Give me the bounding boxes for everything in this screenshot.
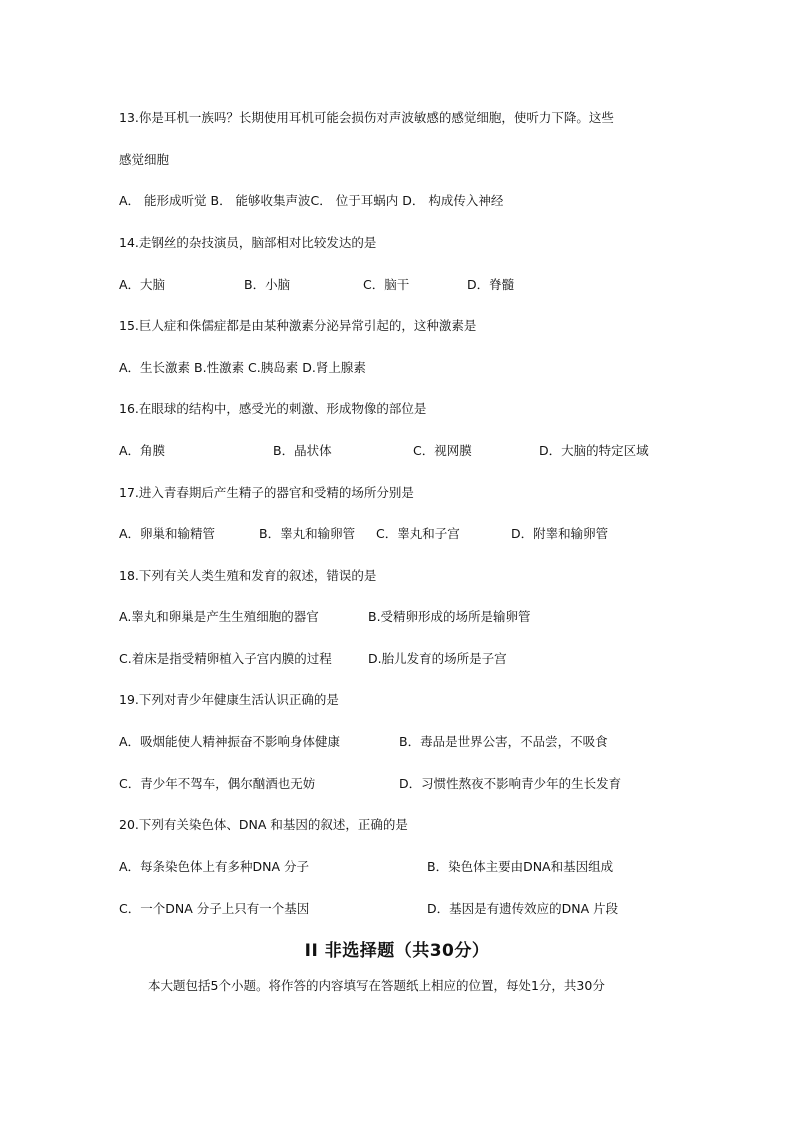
q20-option-c: C．一个DNA 分子上只有一个基因	[119, 901, 310, 916]
q14-option-a: A．大脑	[119, 277, 166, 292]
q17-stem: 17.进入青春期后产生精子的器官和受精的场所分别是	[119, 485, 414, 500]
q14-option-b: B．小脑	[244, 277, 291, 292]
q19-option-c: C．青少年不驾车，偶尔酗酒也无妨	[119, 776, 316, 791]
q19-stem: 19.下列对青少年健康生活认识正确的是	[119, 692, 339, 707]
q14-stem: 14.走钢丝的杂技演员，脑部相对比较发达的是	[119, 235, 377, 250]
q16-option-a: A．角膜	[119, 443, 166, 458]
q14-option-c: C．脑干	[363, 277, 410, 292]
q16-option-b: B．晶状体	[273, 443, 332, 458]
q18-option-b: B.受精卵形成的场所是输卵管	[368, 609, 531, 624]
q14-option-d: D．脊髓	[467, 277, 515, 292]
q20-option-b: B．染色体主要由DNA和基因组成	[427, 859, 614, 874]
q20-option-d: D．基因是有遗传效应的DNA 片段	[427, 901, 619, 916]
q16-option-c: C．视网膜	[413, 443, 472, 458]
section-instructions: 本大题包括5个小题。将作答的内容填写在答题纸上相应的位置，每处1分，共30分	[148, 978, 605, 993]
q15-options: A．生长激素 B.性激素 C.胰岛素 D.肾上腺素	[119, 360, 366, 375]
q13-options: A． 能形成听觉 B． 能够收集声波C． 位于耳蜗内 D． 构成传入神经	[119, 193, 504, 208]
q18-stem: 18.下列有关人类生殖和发育的叙述，错误的是	[119, 568, 377, 583]
q17-option-d: D．附睾和输卵管	[511, 526, 609, 541]
q20-stem: 20.下列有关染色体、DNA 和基因的叙述，正确的是	[119, 817, 408, 832]
q13-stem-line2: 感觉细胞	[119, 152, 170, 167]
q19-option-d: D．习惯性熬夜不影响青少年的生长发育	[399, 776, 622, 791]
q19-option-a: A．吸烟能使人精神振奋不影响身体健康	[119, 734, 341, 749]
q16-option-d: D．大脑的特定区域	[539, 443, 649, 458]
q13-stem-line1: 13.你是耳机一族吗？长期使用耳机可能会损伤对声波敏感的感觉细胞，使听力下降。这些	[119, 110, 614, 125]
q17-option-c: C．睾丸和子宫	[376, 526, 460, 541]
q17-option-b: B．睾丸和输卵管	[259, 526, 356, 541]
q19-option-b: B．毒品是世界公害，不品尝，不吸食	[399, 734, 608, 749]
section-title: II 非选择题（共30分）	[304, 941, 490, 961]
q20-option-a: A．每条染色体上有多种DNA 分子	[119, 859, 310, 874]
q18-option-d: D.胎儿发育的场所是子宫	[368, 651, 507, 666]
q16-stem: 16.在眼球的结构中，感受光的刺激、形成物像的部位是	[119, 401, 427, 416]
q15-stem: 15.巨人症和侏儒症都是由某种激素分泌异常引起的，这种激素是	[119, 318, 477, 333]
q17-option-a: A．卵巢和输精管	[119, 526, 216, 541]
q18-option-c: C.着床是指受精卵植入子宫内膜的过程	[119, 651, 332, 666]
q18-option-a: A.睾丸和卵巢是产生生殖细胞的器官	[119, 609, 319, 624]
